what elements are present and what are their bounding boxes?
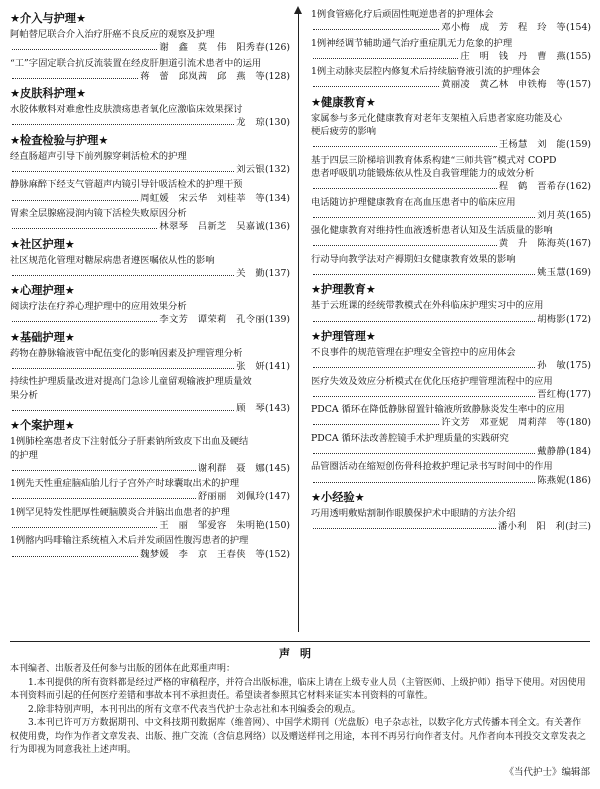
article-title-line: 的护理	[10, 449, 38, 461]
dot-leader	[313, 245, 497, 246]
article-authors: 晋红梅	[537, 388, 566, 400]
author-page-row	[10, 490, 290, 503]
page-number: (184)	[566, 446, 591, 458]
article-authors: 魏梦媛 李 京 王春侠 等	[140, 548, 265, 560]
toc-entry	[10, 57, 290, 84]
article-title-line: 不良事件的规范管理在护理安全管控中的应用体会	[311, 346, 516, 358]
author-page-row	[10, 360, 290, 373]
section-heading: ★小经验★	[311, 490, 365, 504]
page-number: (封三)	[565, 521, 591, 533]
continue-arrow-icon	[294, 6, 302, 14]
page-number: (165)	[566, 209, 591, 221]
page-number: (145)	[265, 462, 290, 474]
author-page-row	[311, 50, 591, 63]
dot-leader	[12, 470, 196, 471]
author-page-row	[311, 520, 591, 533]
statement-item-2: 2.除非特别声明，本刊刊出的所有文章不代表当代护士杂志社和本刊编委会的观点。	[28, 704, 361, 715]
article-authors: 孙 敏	[537, 360, 566, 372]
article-authors: 许文芳 邓亚妮 周莉萍 等	[441, 417, 566, 429]
page-number: (177)	[566, 388, 591, 400]
dot-leader	[12, 410, 234, 411]
article-authors: 李文芳 谭荣莉 孔令丽	[159, 314, 265, 326]
statement-title: 声明	[279, 647, 321, 660]
page-number: (128)	[265, 70, 290, 82]
article-title-line: 电话随访护理健康教育在高血压患者中的临床应用	[311, 196, 516, 208]
article-authors: 潘小利 阳 利	[497, 521, 566, 533]
section-heading: ★皮肤科护理★	[10, 87, 86, 101]
article-title-line: 社区规范化管理对糖尿病患者遵医嘱依从性的影响	[10, 254, 215, 266]
author-page-row	[10, 402, 290, 415]
page-number: (141)	[265, 361, 290, 373]
article-authors: 王 丽 邹爱容 朱明艳	[159, 520, 265, 532]
author-page-row	[10, 70, 290, 83]
statement-item-3: 3.本刊已许可万方数据期刊、中文科技期刊数据库（维普网）、中国学术期刊（光盘版）电子杂志社，以数字化方式传播本刊全文。有关著作权使用费，均作为作者文章发表、出版、推广交流（含信息网络）以及赠送样刊之用途，本刊不再另行向作者支付。凡作者向本刊投交文章发表之行为即视为同意我社上述声明。	[10, 718, 587, 755]
dot-leader	[12, 171, 234, 172]
dot-leader	[313, 321, 535, 322]
author-page-row	[10, 462, 290, 475]
toc-entry	[10, 506, 290, 533]
page-number: (172)	[566, 313, 591, 325]
page-number: (136)	[265, 221, 290, 233]
page-number: (180)	[566, 417, 591, 429]
page-number: (130)	[265, 117, 290, 129]
toc-entry	[10, 207, 290, 234]
dot-leader	[313, 424, 439, 425]
dot-leader	[12, 368, 234, 369]
toc-column-left	[10, 8, 290, 563]
dot-leader	[12, 556, 138, 557]
toc-entry	[311, 299, 591, 326]
dot-leader	[313, 217, 535, 218]
section-heading: ★护理教育★	[311, 283, 376, 297]
dot-leader	[12, 124, 234, 125]
article-authors: 张 妍	[236, 361, 265, 373]
author-page-row	[311, 138, 591, 151]
article-title-line: 基于四层三阶梯培训教育体系构建“三师共管”模式对 COPD	[311, 154, 557, 166]
toc-entry	[311, 375, 591, 402]
dot-leader	[12, 228, 157, 229]
dot-leader	[313, 453, 535, 454]
page-number: (169)	[566, 267, 591, 279]
toc-entry	[10, 103, 290, 130]
dot-leader	[313, 396, 535, 397]
dot-leader	[313, 58, 458, 59]
article-title-line: 1例神经调节辅助通气治疗重症肌无力危象的护理	[311, 37, 513, 49]
toc-entry	[311, 253, 591, 280]
article-title-line: 果分析	[10, 389, 38, 401]
article-authors: 陈燕妮	[537, 474, 566, 486]
article-authors: 蒋 蕾 邱岚茜 邱 燕 等	[140, 70, 265, 82]
page-number: (186)	[566, 474, 591, 486]
dot-leader	[313, 482, 535, 483]
toc-entry	[10, 28, 290, 55]
page-number: (147)	[265, 491, 290, 503]
toc-entry	[10, 435, 290, 475]
article-title-line: 强化健康教育对维持性血液透析患者认知及生活质量的影响	[311, 225, 553, 237]
section-heading: ★护理管理★	[311, 329, 376, 343]
article-authors: 姚玉慧	[537, 267, 566, 279]
page-number: (132)	[265, 164, 290, 176]
editorial-signature: 《当代护士》编辑部	[504, 766, 590, 778]
toc-entry	[311, 403, 591, 430]
toc-entry	[10, 534, 290, 561]
article-title-line: 巧用透明敷贴割制作眼膜保护术中眼睛的方法介绍	[311, 507, 516, 519]
page-number: (152)	[265, 548, 290, 560]
page-number: (159)	[566, 139, 591, 151]
author-page-row	[10, 220, 290, 233]
article-title-line: 静脉麻醉下经支气管超声内镜引导针吸活检术的护理干预	[10, 179, 243, 191]
article-authors: 谢 鑫 莫 伟 阳秀春	[159, 42, 265, 54]
author-page-row	[311, 416, 591, 429]
section-heading: ★介入与护理★	[10, 12, 86, 25]
dot-leader	[12, 78, 138, 79]
article-title-line: 水胶体敷料对难愈性皮肤溃疡患者氧化应激临床效果探讨	[10, 104, 243, 116]
article-authors: 庄 明 钱 丹 曹 燕	[460, 50, 566, 62]
dot-leader	[12, 275, 234, 276]
toc-column-right	[311, 8, 591, 536]
author-page-row	[311, 445, 591, 458]
dot-leader	[313, 274, 535, 275]
section-heading: ★基础护理★	[10, 330, 75, 344]
toc-entry	[10, 347, 290, 374]
toc-entry	[10, 375, 290, 415]
article-authors: 林翠琴 吕新芝 吴嘉诚	[159, 221, 265, 233]
article-authors: 关 勤	[236, 267, 265, 279]
author-page-row	[311, 388, 591, 401]
toc-entry	[10, 477, 290, 504]
author-page-row	[311, 359, 591, 372]
article-title-line: 患者呼吸肌功能锻炼依从性及自我管理能力的成效分析	[311, 167, 535, 179]
page-number: (157)	[566, 79, 591, 91]
author-page-row	[311, 21, 591, 34]
author-page-row	[10, 519, 290, 532]
author-page-row	[311, 209, 591, 222]
author-page-row	[311, 474, 591, 487]
dot-leader	[313, 146, 497, 147]
author-page-row	[10, 163, 290, 176]
author-page-row	[311, 237, 591, 250]
toc-entry	[311, 346, 591, 373]
article-authors: 王杨慧 刘 能	[498, 139, 566, 151]
article-title-line: 药物在静脉输液管中配伍变化的影响因素及护理管理分析	[10, 347, 243, 359]
toc-entry	[311, 154, 591, 194]
dot-leader	[313, 528, 496, 529]
page-number: (139)	[265, 314, 290, 326]
toc-entry	[311, 507, 591, 534]
article-title-line: 1例先天性重症脑疝胎儿行子宫外产时球囊取出术的护理	[10, 478, 240, 490]
toc-entry	[311, 432, 591, 459]
page-number: (126)	[265, 42, 290, 54]
author-page-row	[311, 266, 591, 279]
article-title-line: 阅读疗法在疗养心理护理中的应用效果分析	[10, 301, 187, 313]
toc-entry	[311, 8, 591, 35]
article-title-line: 品管圈活动在缩短创伤骨科抢救护理记录书写时间中的作用	[311, 461, 553, 473]
author-page-row	[10, 313, 290, 326]
page-number: (143)	[265, 402, 290, 414]
toc-entry	[311, 460, 591, 487]
section-heading: ★心理护理★	[10, 284, 75, 298]
statement-intro: 本刊编者、出版者及任何参与出版的团体在此郑重声明：	[10, 664, 236, 674]
dot-leader	[12, 200, 138, 201]
page-number: (150)	[265, 520, 290, 532]
page-number: (137)	[265, 267, 290, 279]
toc-entry	[10, 254, 290, 281]
toc-entry	[311, 65, 591, 92]
author-page-row	[10, 41, 290, 54]
article-authors: 周虹媛 宋云华 刘桂莘 等	[140, 192, 265, 204]
author-page-row	[10, 548, 290, 561]
article-title-line: 家属参与多元化健康教育对老年支架植入后患者家庭功能及心	[311, 112, 563, 124]
article-authors: 刘月英	[537, 209, 566, 221]
article-title-line: 1例食管癌化疗后顽固性呃逆患者的护理体会	[311, 9, 494, 20]
article-title-line: 持续性护理质量改进对提高门急诊儿童留观输液护理质量效	[10, 376, 252, 388]
statement-section	[10, 641, 590, 778]
article-authors: 顾 琴	[236, 402, 265, 414]
author-page-row	[311, 313, 591, 326]
author-page-row	[10, 192, 290, 205]
section-heading: ★健康教育★	[311, 95, 376, 109]
article-title-line: 基于云班课的经统带教模式在外科临床护理实习中的应用	[311, 300, 544, 312]
toc-entry	[10, 300, 290, 327]
article-title-line: 1例髂内吗啡输注系统植入术后并发顽固性腹泻患者的护理	[10, 535, 249, 547]
section-heading: ★个案护理★	[10, 419, 75, 433]
author-page-row	[311, 180, 591, 193]
page-number: (155)	[566, 50, 591, 62]
author-page-row	[311, 78, 591, 91]
author-page-row	[10, 267, 290, 280]
article-title-line: 医疗失效及效应分析模式在优化压疮护理管理流程中的应用	[311, 375, 553, 387]
page-number: (175)	[566, 360, 591, 372]
dot-leader	[12, 527, 157, 528]
page-number: (162)	[566, 181, 591, 193]
article-authors: 戴静静	[537, 446, 566, 458]
article-title-line: 阿帕替尼联合介入治疗肝癌不良反应的观察及护理	[10, 29, 215, 40]
section-heading: ★社区护理★	[10, 237, 75, 251]
column-divider	[298, 10, 299, 632]
article-authors: 舒丽丽 刘佩玲	[197, 491, 265, 503]
toc-entry	[10, 150, 290, 177]
article-authors: 程 鹤 晋希存	[498, 181, 566, 193]
article-title-line: 胃索全层腺癌浸润内镜下活检失败原因分析	[10, 207, 187, 219]
article-title-line: 行动导向教学法对产褥期妇女健康教育效果的影响	[311, 253, 516, 265]
dot-leader	[313, 86, 439, 87]
article-title-line: PDCA 循环在降低静脉留置针输液所致静脉炎发生率中的应用	[311, 404, 565, 416]
article-title-line: 1例肺栓塞患者皮下注射低分子肝素钠所致皮下出血及硬结	[10, 436, 249, 448]
article-title-line: 梗后疲劳的影响	[311, 126, 377, 138]
article-title-line: “工”字固定联合抗反流装置在经皮肝胆道引流术患者中的运用	[10, 57, 262, 69]
toc-entry	[311, 112, 591, 152]
page-number: (154)	[566, 22, 591, 34]
article-authors: 谢利群 聂 娜	[197, 462, 265, 474]
section-heading: ★检查检验与护理★	[10, 133, 109, 147]
dot-leader	[313, 367, 535, 368]
statement-item-1: 1.本刊提供的所有资料都是经过严格的审稿程序，并符合出版标准，临床上请在上级专业人员（主管医师、上级护师）指导下使用。对因使用本刊资料而引起的任何医疗差错和事故本刊不承担责任。希望读者参照其它材料来证实本刊资料的可靠性。	[10, 677, 586, 701]
article-authors: 刘云银	[236, 164, 265, 176]
toc-entry	[10, 178, 290, 205]
author-page-row	[10, 116, 290, 129]
page-number: (167)	[566, 238, 591, 250]
dot-leader	[313, 29, 439, 30]
dot-leader	[313, 188, 497, 189]
toc-entry	[311, 224, 591, 251]
toc-entry	[311, 37, 591, 64]
article-authors: 龙 琼	[236, 117, 265, 129]
article-authors: 邓小梅 成 芳 程 玲 等	[441, 22, 566, 34]
article-authors: 黄丽凌 黄乙林 申铁梅 等	[441, 79, 566, 91]
article-title-line: 1例主动脉夹层腔内修复术后持续脑脊液引流的护理体会	[311, 66, 541, 78]
article-title-line: 1例罕见特发性肥厚性硬脑膜炎合并脑出血患者的护理	[10, 506, 230, 518]
dot-leader	[12, 321, 157, 322]
toc-entry	[311, 196, 591, 223]
article-authors: 胡梅影	[537, 313, 566, 325]
article-title-line: PDCA 循环法改善腔镜手术护理质量的实践研究	[311, 432, 509, 444]
page-number: (134)	[265, 192, 290, 204]
article-authors: 黄 升 陈海英	[498, 238, 566, 250]
dot-leader	[12, 49, 157, 50]
article-title-line: 经直肠超声引导下前列腺穿刺活检术的护理	[10, 150, 187, 162]
dot-leader	[12, 498, 196, 499]
